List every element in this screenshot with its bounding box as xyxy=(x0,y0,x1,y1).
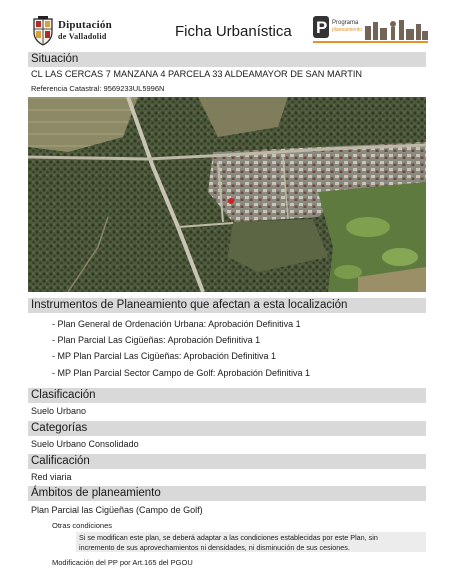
section-calificacion: Calificación xyxy=(28,454,426,469)
program-logo-icon xyxy=(301,14,430,48)
instrumento-item: - MP Plan Parcial Sector Campo de Golf: Aprobación Definitiva 1 xyxy=(52,368,310,378)
aerial-map xyxy=(28,97,426,292)
otras-condiciones-line1: Si se modifican este plan, se deberá adaptar a las condiciones establecidas por este Plan, sin xyxy=(79,533,378,542)
referencia-catastral: Referencia Catastral: 9569233UL5996N xyxy=(31,84,165,93)
program-line2: planeamiento xyxy=(332,27,363,33)
modificacion-note: Modificación del PP por Art.165 del PGOU xyxy=(52,558,193,567)
instrumento-item: - Plan General de Ordenación Urbana: Aprobación Definitiva 1 xyxy=(52,319,301,329)
logo-line1: Diputación xyxy=(58,19,112,31)
clasificacion-value: Suelo Urbano xyxy=(31,406,87,416)
program-line1: Programa xyxy=(332,20,359,26)
address: CL LAS CERCAS 7 MANZANA 4 PARCELA 33 ALDEAMAYOR DE SAN MARTIN xyxy=(31,69,363,79)
logo-line2: de Valladolid xyxy=(58,32,107,41)
section-categorias: Categorías xyxy=(28,421,426,436)
otras-condiciones-line2: incremento de sus aprovechamientos ni densidades, ni disminución de sus cesiones. xyxy=(79,542,350,552)
calificacion-value: Red viaria xyxy=(31,472,72,482)
header xyxy=(28,14,430,50)
instrumento-item: - MP Plan Parcial Las Cigüeñas: Aprobación Definitiva 1 xyxy=(52,351,276,361)
section-ambitos: Ámbitos de planeamiento xyxy=(28,486,426,501)
categorias-value: Suelo Urbano Consolidado xyxy=(31,439,139,449)
section-situacion: Situación xyxy=(28,52,426,67)
otras-condiciones-label: Otras condiciones xyxy=(52,521,113,530)
page-title: Ficha Urbanística xyxy=(175,23,292,40)
coat-of-arms-icon xyxy=(32,16,54,46)
section-instrumentos: Instrumentos de Planeamiento que afectan a esta localización xyxy=(28,298,426,313)
location-marker xyxy=(228,198,234,204)
diputacion-logo xyxy=(28,16,158,48)
otras-condiciones-box xyxy=(76,532,426,552)
svg-text:P: P xyxy=(316,18,328,37)
section-clasificacion: Clasificación xyxy=(28,388,426,403)
instrumento-item: - Plan Parcial Las Cigüeñas: Aprobación Definitiva 1 xyxy=(52,335,261,345)
ambitos-value: Plan Parcial las Cigüeñas (Campo de Golf) xyxy=(31,505,203,515)
